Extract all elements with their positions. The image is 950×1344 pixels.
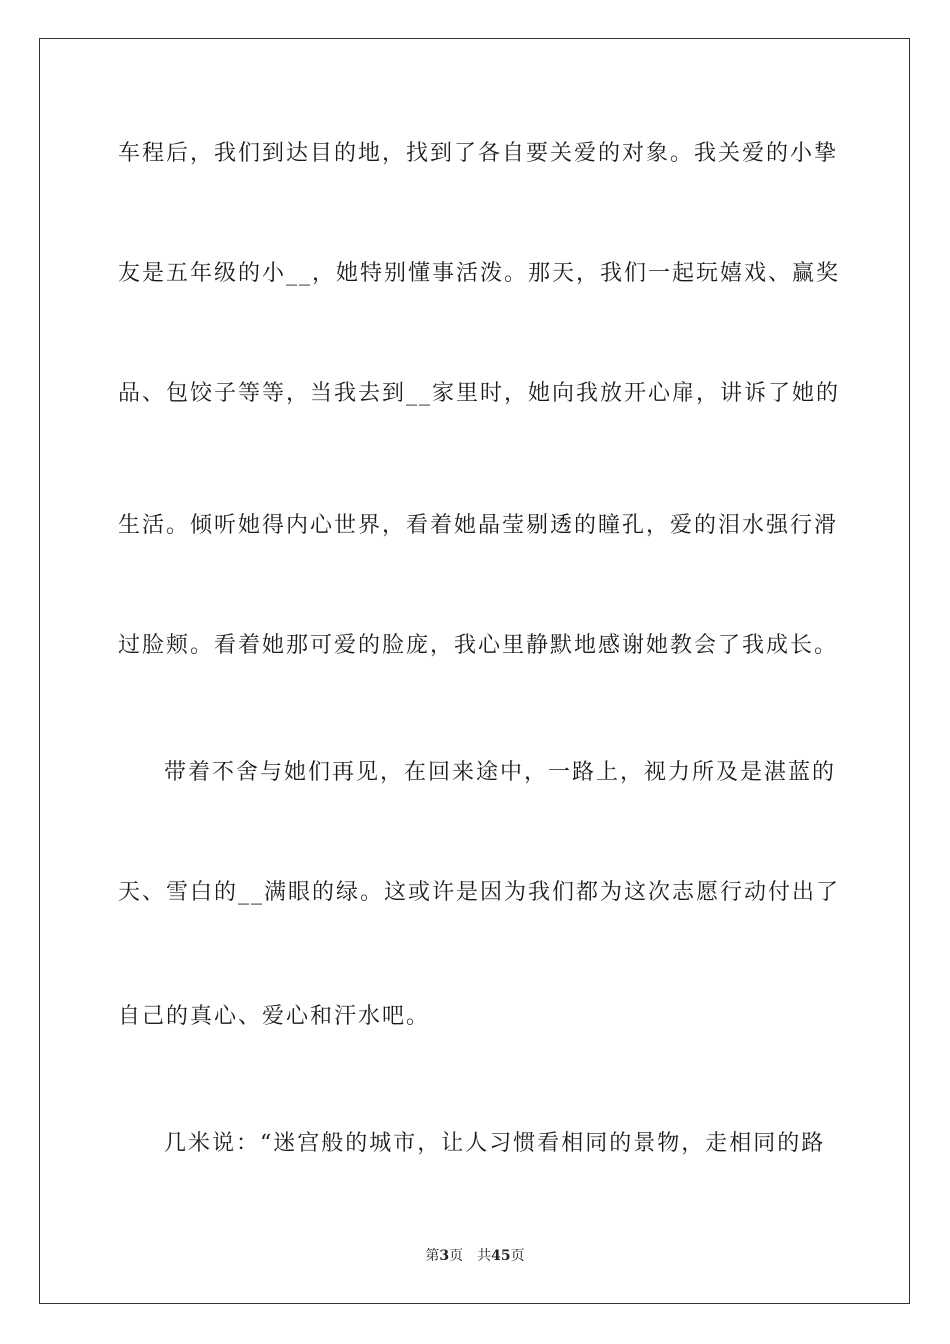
total-suffix: 页 (510, 1248, 525, 1264)
text-line-3: 品、包饺子等等，当我去到__家里时，她向我放开心扉，讲诉了她的 (118, 381, 841, 406)
total-pages: 45 (491, 1248, 511, 1264)
page-border (39, 38, 910, 1304)
page-prefix: 第 (425, 1248, 440, 1264)
text-line-5: 过脸颊。看着她那可爱的脸庞，我心里静默地感谢她教会了我成长。 (118, 633, 839, 658)
page-suffix: 页 (449, 1248, 464, 1264)
text-line-2: 友是五年级的小__，她特别懂事活泼。那天，我们一起玩嬉戏、赢奖 (118, 261, 841, 286)
text-line-8: 自己的真心、爱心和汗水吧。 (118, 1004, 431, 1029)
text-line-9: 几米说：“迷宫般的城市，让人习惯看相同的景物，走相同的路 (164, 1131, 826, 1156)
page-footer (0, 1246, 950, 1266)
text-line-4: 生活。倾听她得内心世界，看着她晶莹剔透的瞳孔，爱的泪水强行滑 (118, 513, 839, 538)
total-prefix: 共 (477, 1248, 492, 1264)
text-line-6: 带着不舍与她们再见，在回来途中，一路上，视力所及是湛蓝的 (164, 760, 837, 785)
text-line-1: 车程后，我们到达目的地，找到了各自要关爱的对象。我关爱的小挚 (118, 141, 839, 166)
text-line-7: 天、雪白的__满眼的绿。这或许是因为我们都为这次志愿行动付出了 (118, 880, 841, 905)
page-number: 3 (439, 1248, 450, 1264)
